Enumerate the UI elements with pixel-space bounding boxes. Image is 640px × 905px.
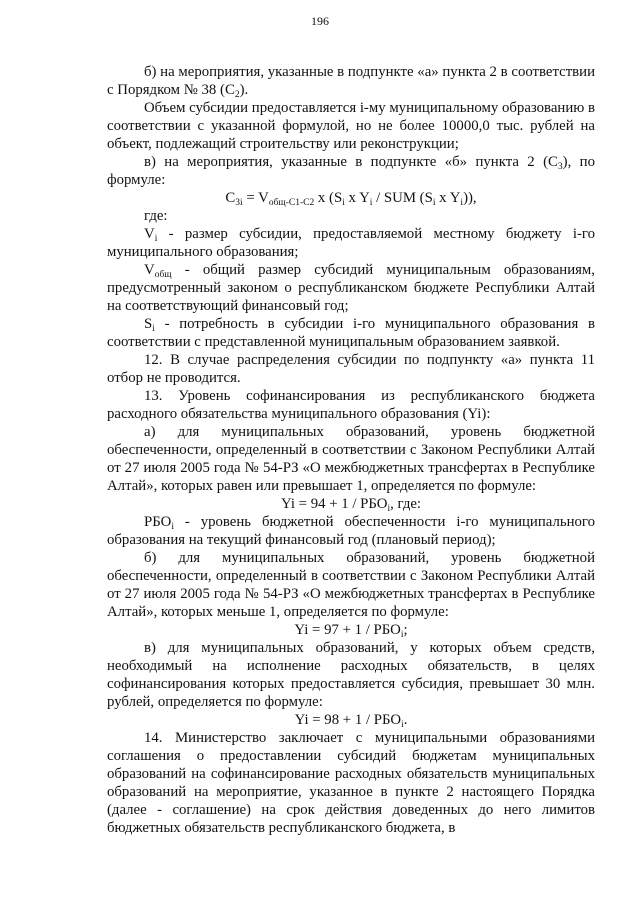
- formula-yi-97: $Yi = 97 + 1 / РБО_i$;: [294, 622, 408, 640]
- paragraph-14: 14. Министерство заключает с муниципальными образованиями соглашения о предоставлении субсидий бюджетам муниципальных образований на софинансирование расходных обязательств муниципальных образований на мероприятие, указанное в пункте 2 настоящего Порядка (далее - соглашение) на срок действия доведенных до него лимитов бюджетных обязательств республиканского бюджета, в: [107, 730, 595, 836]
- where-label: где:: [144, 208, 168, 224]
- paragraph-subsidy-limit: Объем субсидии предоставляется i-му муниципальному образованию в соответствии с указанной формулой, но не более 10000,0 тыс. рублей на объект, подлежащий строительству или реконструкции;: [107, 100, 595, 152]
- document-body: [107, 63, 595, 837]
- paragraph-13c: в) для муниципальных образований, у которых объем средств, необходимый на исполнение расходных обязательств, в целях софинансирования которых предоставляется субсидия, превышает 30 млн. рублей, определяется по формуле:: [107, 640, 595, 710]
- definition-si: $S_i$ - потребность в субсидии i-го муниципального образования в соответствии с представленной муниципальным образованием заявкой.: [107, 316, 595, 350]
- definition-vi: $V_i$ - размер субсидии, предоставляемой местному бюджету i-го муниципального образования;: [107, 226, 595, 260]
- paragraph-13: 13. Уровень софинансирования из республиканского бюджета расходного обязательства муниципального образования (Yi):: [107, 388, 595, 422]
- paragraph-b: б) на мероприятия, указанные в подпункте «а» пункта 2 в соответствии с Порядком № 38 $(C_2)$.: [107, 64, 595, 100]
- formula-yi-98: $Yi = 98 + 1 / РБО_i$.: [294, 712, 408, 730]
- paragraph-v: в) на мероприятия, указанные в подпункте «б» пункта 2 $(C_3)$, по формуле:: [107, 154, 595, 188]
- definition-vobsh: $V_{общ}$ - общий размер субсидий муниципальным образованиям, предусмотренный законом о республиканском бюджете Республики Алтай на соответствующий финансовый год;: [107, 262, 595, 314]
- definition-rbo: $РБО_i$ - уровень бюджетной обеспеченности i-го муниципального образования на текущий финансовый год (плановый период);: [107, 514, 595, 548]
- page-number: 196: [311, 14, 329, 28]
- formula-c3i: $C_{3i} = V_{общ-C1-C2}$ x ($S_i$ x $Y_i$ / SUM ($S_i$ x $Y_i$)),: [225, 190, 477, 208]
- formula-yi-94: $Yi = 94 + 1 / РБО_i$, где:: [280, 496, 422, 514]
- paragraph-13a: а) для муниципальных образований, уровень бюджетной обеспеченности, определенный в соответствии с Законом Республики Алтай от 27 июля 2005 года № 54-РЗ «О межбюджетных трансфертах в Республике Алтай», которых равен или превышает 1, определяется по формуле:: [107, 424, 595, 494]
- paragraph-12: 12. В случае распределения субсидии по подпункту «а» пункта 11 отбор не проводится.: [107, 352, 595, 386]
- paragraph-13b: б) для муниципальных образований, уровень бюджетной обеспеченности, определенный в соответствии с Законом Республики Алтай от 27 июля 2005 года № 54-РЗ «О межбюджетных трансфертах в Республике Алтай», которых меньше 1, определяется по формуле:: [107, 550, 595, 620]
